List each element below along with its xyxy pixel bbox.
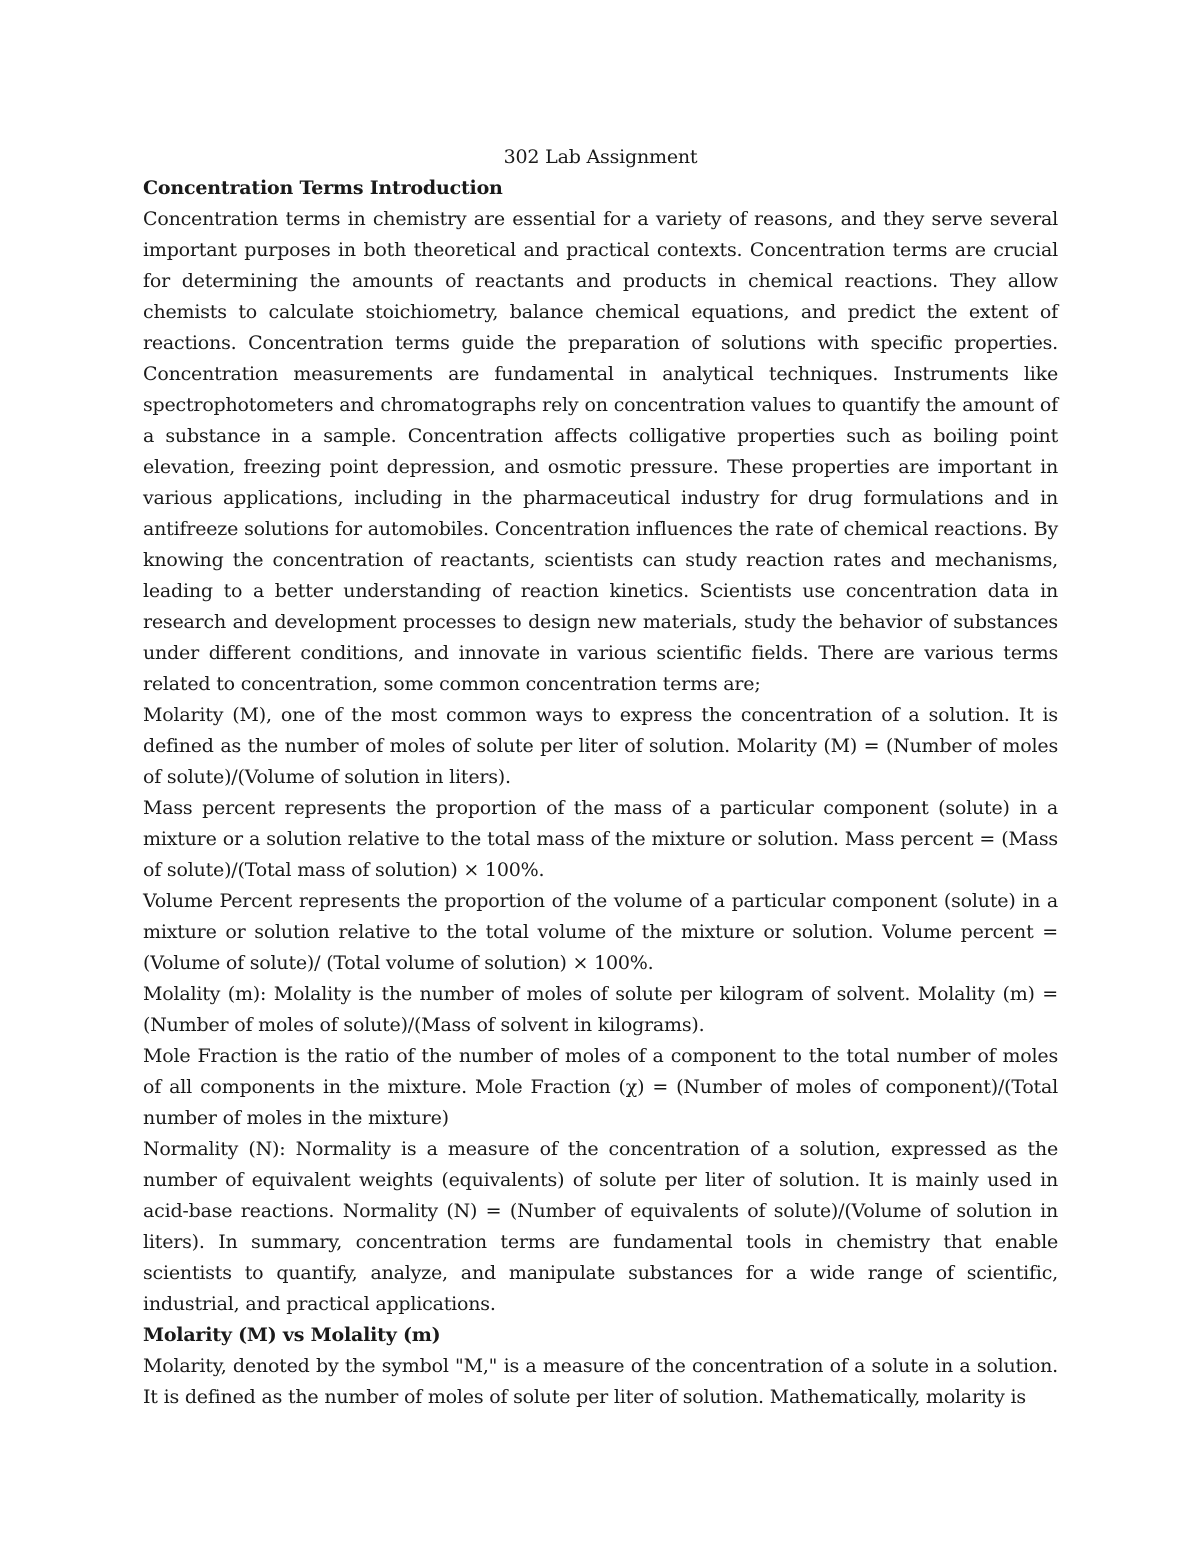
mass-percent-paragraph: Mass percent represents the proportion of the mass of a particular component (solute) in a mixture or a solution relative to the total mass of the mixture or solution. Mass percent = (Mass of solute)/(Total mass of solution) × 100%.: [143, 797, 1058, 881]
section-heading-molarity-vs-molality: Molarity (M) vs Molality (m): [143, 1324, 441, 1346]
volume-percent-paragraph: Volume Percent represents the proportion of the volume of a particular component (solute) in a mixture or solution relative to the total volume of the mixture or solution. Volume percent = (Volume of solute)/ (Total volume of solution) × 100%.: [143, 890, 1058, 974]
molality-paragraph: Molality (m): Molality is the number of moles of solute per kilogram of solvent. Molality (m) = (Number of moles of solute)/(Mass of solvent in kilograms).: [143, 983, 1058, 1036]
intro-paragraph: Concentration terms in chemistry are essential for a variety of reasons, and they serve several important purposes in both theoretical and practical contexts. Concentration terms are crucial for determining the amounts of reactants and products in chemical reactions. They allow chemists to calculate stoichiometry, balance chemical equations, and predict the extent of reactions. Concentration terms guide the preparation of solutions with specific properties. Concentration measurements are fundamental in analytical techniques. Instruments like spectrophotometers and chromatographs rely on concentration values to quantify the amount of a substance in a sample. Concentration affects colligative properties such as boiling point elevation, freezing point depression, and osmotic pressure. These properties are important in various applications, including in the pharmaceutical industry for drug formulations and in antifreeze solutions for automobiles. Concentration influences the rate of chemical reactions. By knowing the concentration of reactants, scientists can study reaction rates and mechanisms, leading to a better understanding of reaction kinetics. Scientists use concentration data in research and development processes to design new materials, study the behavior of substances under different conditions, and innovate in various scientific fields. There are various terms related to concentration, some common concentration terms are;: [143, 208, 1058, 695]
mole-fraction-paragraph: Mole Fraction is the ratio of the number of moles of a component to the total number of moles of all components in the mixture. Mole Fraction (χ) = (Number of moles of component)/(Total number of moles in the mixture): [143, 1045, 1058, 1129]
section-heading-introduction: Concentration Terms Introduction: [143, 177, 503, 199]
molarity-paragraph: Molarity (M), one of the most common ways to express the concentration of a solution. It is defined as the number of moles of solute per liter of solution. Molarity (M) = (Number of moles of solute)/(Volume of solution in liters).: [143, 704, 1058, 788]
document-title: 302 Lab Assignment: [503, 146, 698, 168]
document-page: [143, 142, 1058, 1413]
molarity-definition-paragraph: Molarity, denoted by the symbol "M," is a measure of the concentration of a solute in a solution. It is defined as the number of moles of solute per liter of solution. Mathematically, molarity is: [143, 1355, 1058, 1408]
normality-paragraph: Normality (N): Normality is a measure of the concentration of a solution, expressed as the number of equivalent weights (equivalents) of solute per liter of solution. It is mainly used in acid-base reactions. Normality (N) = (Number of equivalents of solute)/(Volume of solution in liters). In summary, concentration terms are fundamental tools in chemistry that enable scientists to quantify, analyze, and manipulate substances for a wide range of scientific, industrial, and practical applications.: [143, 1138, 1058, 1315]
